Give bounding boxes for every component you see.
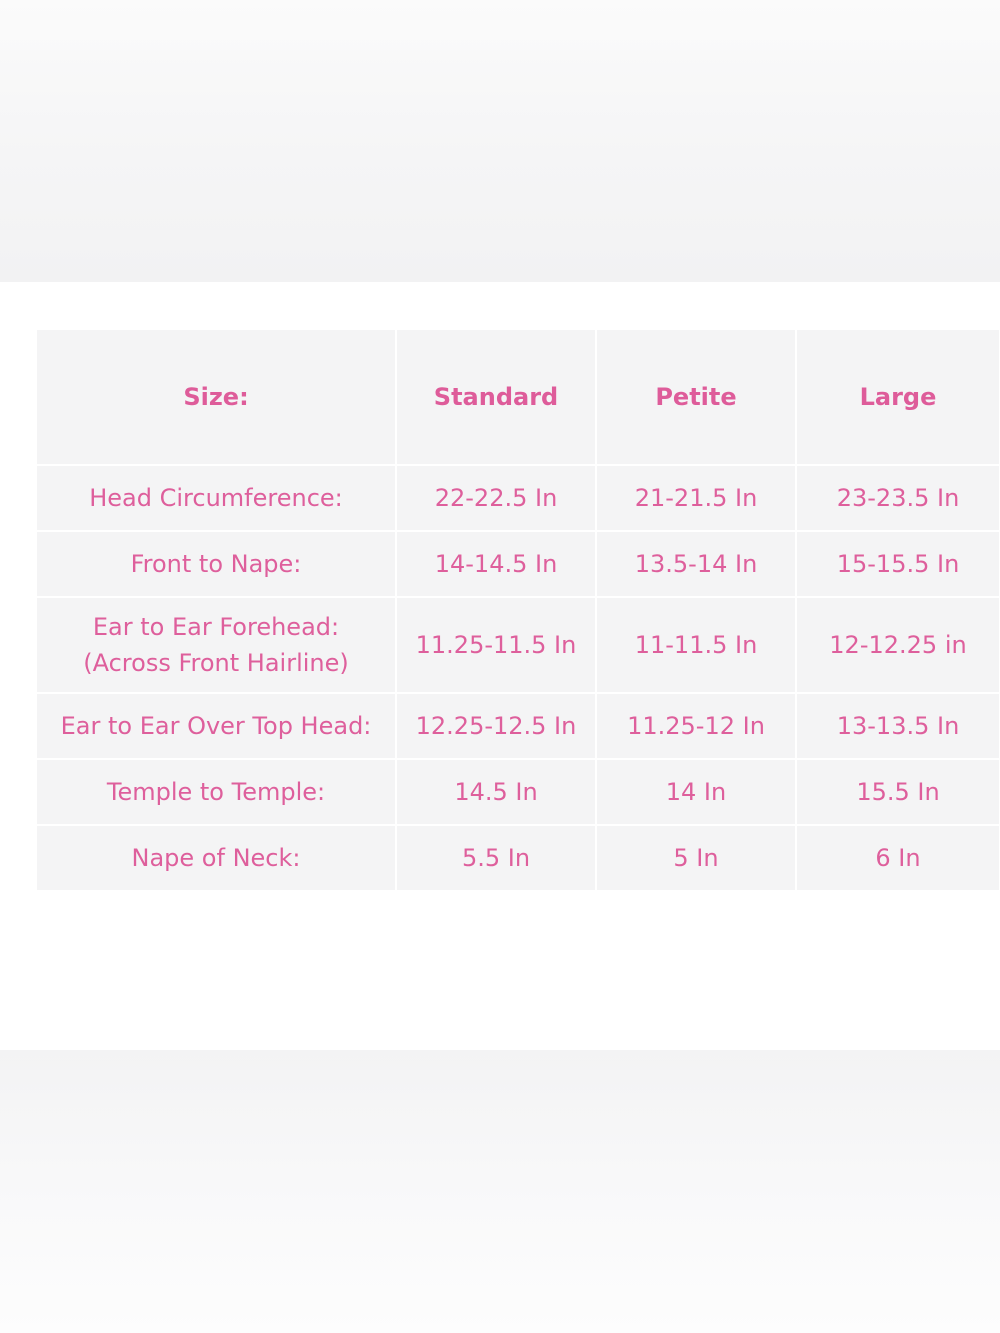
top-background-band [0, 0, 1000, 282]
row-label-head-circumference: Head Circumference: [37, 465, 396, 531]
table-row [37, 531, 1000, 597]
header-large: Large [796, 330, 1000, 465]
cell-standard: 22-22.5 In [396, 465, 596, 531]
row-label-ear-to-ear-forehead: Ear to Ear Forehead: (Across Front Hairline) [37, 597, 396, 693]
table-header-row [37, 330, 1000, 465]
cell-petite: 5 In [596, 825, 796, 890]
table-row [37, 465, 1000, 531]
table-row [37, 597, 1000, 693]
cell-large: 12-12.25 in [796, 597, 1000, 693]
row-label-temple-to-temple: Temple to Temple: [37, 759, 396, 825]
row-label-front-to-nape: Front to Nape: [37, 531, 396, 597]
wig-size-chart-table [37, 330, 1000, 890]
cell-petite: 11.25-12 In [596, 693, 796, 759]
cell-large: 15-15.5 In [796, 531, 1000, 597]
cell-large: 13-13.5 In [796, 693, 1000, 759]
cell-large: 15.5 In [796, 759, 1000, 825]
cell-large: 23-23.5 In [796, 465, 1000, 531]
table-row [37, 759, 1000, 825]
row-label-nape-of-neck: Nape of Neck: [37, 825, 396, 890]
cell-standard: 14-14.5 In [396, 531, 596, 597]
cell-standard: 5.5 In [396, 825, 596, 890]
table-row [37, 693, 1000, 759]
bottom-background-band [0, 1050, 1000, 1333]
cell-petite: 11-11.5 In [596, 597, 796, 693]
table-row [37, 825, 1000, 890]
cell-standard: 11.25-11.5 In [396, 597, 596, 693]
cell-standard: 12.25-12.5 In [396, 693, 596, 759]
row-label-ear-to-ear-over-top-head: Ear to Ear Over Top Head: [37, 693, 396, 759]
header-size: Size: [37, 330, 396, 465]
cell-large: 6 In [796, 825, 1000, 890]
header-petite: Petite [596, 330, 796, 465]
cell-standard: 14.5 In [396, 759, 596, 825]
cell-petite: 14 In [596, 759, 796, 825]
cell-petite: 21-21.5 In [596, 465, 796, 531]
cell-petite: 13.5-14 In [596, 531, 796, 597]
header-standard: Standard [396, 330, 596, 465]
